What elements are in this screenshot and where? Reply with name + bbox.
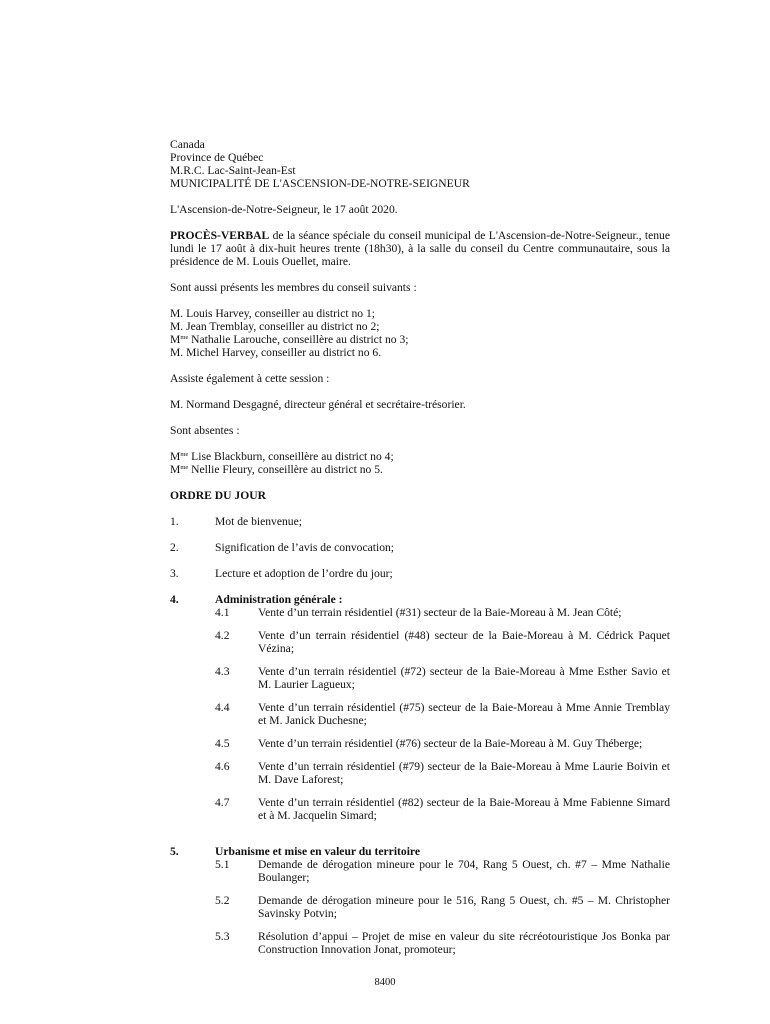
- agenda-subitem: 4.7 Vente d’un terrain résidentiel (#82) secteur de la Baie-Moreau à Mme Fabienne Simard et à M. Jacquelin Simard;: [215, 796, 670, 822]
- present-member: M. Michel Harvey, conseiller au district no 6.: [170, 346, 382, 359]
- proces-verbal-paragraph: [170, 229, 670, 268]
- agenda-item-number: 5.: [170, 845, 179, 858]
- agenda-subitem: 5.2 Demande de dérogation mineure pour le 516, Rang 5 Ouest, ch. #5 – M. Christopher Savinsky Potvin;: [215, 894, 670, 920]
- agenda-subitem: 4.2 Vente d’un terrain résidentiel (#48) secteur de la Baie-Moreau à M. Cédrick Paquet Vézina;: [215, 629, 670, 655]
- agenda-subitem: 4.3 Vente d’un terrain résidentiel (#72) secteur de la Baie-Moreau à Mme Esther Savio et M. Laurier Lagueux;: [215, 665, 670, 691]
- agenda-item-text: Mot de bienvenue;: [215, 515, 302, 528]
- letterhead: [170, 138, 670, 190]
- header-line: M.R.C. Lac-Saint-Jean-Est: [170, 164, 296, 177]
- header-line: MUNICIPALITÉ DE L'ASCENSION-DE-NOTRE-SEIGNEUR: [170, 177, 470, 190]
- agenda-list: [170, 515, 670, 956]
- present-member: $M^{me}$ Nathalie Larouche, conseillère au district no 3;: [170, 333, 409, 346]
- present-member: M. Jean Tremblay, conseiller au district no 2;: [170, 320, 380, 333]
- agenda-item-text: Lecture et adoption de l’ordre du jour;: [215, 567, 393, 580]
- agenda-subitems: [215, 858, 670, 956]
- absent-intro: Sont absentes :: [170, 424, 240, 437]
- agenda-item-number: 4.: [170, 593, 179, 606]
- assist-intro: Assiste également à cette session :: [170, 372, 330, 385]
- agenda-item-text: Signification de l’avis de convocation;: [215, 541, 395, 554]
- agenda-subitem: 4.1 Vente d’un terrain résidentiel (#31) secteur de la Baie-Moreau à M. Jean Côté;: [215, 606, 622, 619]
- agenda-subitem: 4.5 Vente d’un terrain résidentiel (#76) secteur de la Baie-Moreau à M. Guy Théberge;: [215, 737, 643, 750]
- present-member: M. Louis Harvey, conseiller au district no 1;: [170, 307, 376, 320]
- agenda-section-administration: [170, 593, 670, 822]
- page-number: 8400: [374, 977, 396, 988]
- agenda-subitems: [215, 606, 670, 822]
- proces-verbal-text: de la séance spéciale du conseil municipal de L'Ascension-de-Notre-Seigneur., tenue lundi le 17 août à dix-huit heures trente (18h30), à la salle du conseil du Centre communautaire, sous la présidence de M. Louis Ouellet, maire.: [170, 229, 670, 268]
- agenda-item-number: 1.: [170, 515, 179, 528]
- assist-member: M. Normand Desgagné, directeur général et secrétaire-trésorier.: [170, 398, 466, 411]
- agenda-item: [170, 567, 670, 580]
- agenda-title: ORDRE DU JOUR: [170, 489, 266, 502]
- agenda-subitem: 4.4 Vente d’un terrain résidentiel (#75) secteur de la Baie-Moreau à Mme Annie Tremblay et M. Janick Duchesne;: [215, 701, 670, 727]
- agenda-subitem: 4.6 Vente d’un terrain résidentiel (#79) secteur de la Baie-Moreau à Mme Laurie Boivin et M. Dave Laforest;: [215, 760, 670, 786]
- agenda-item-text: Administration générale :: [215, 593, 343, 606]
- agenda-section-urbanisme: [170, 845, 670, 956]
- agenda-item: [170, 515, 670, 528]
- agenda-item-number: 2.: [170, 541, 179, 554]
- agenda-item-text: Urbanisme et mise en valeur du territoire: [215, 845, 420, 858]
- header-line: Canada: [170, 138, 205, 151]
- present-intro: Sont aussi présents les membres du conseil suivants :: [170, 281, 417, 294]
- minutes-page: [170, 138, 670, 966]
- absent-member: $M^{me}$ Lise Blackburn, conseillère au district no 4;: [170, 450, 394, 463]
- agenda-item-number: 3.: [170, 567, 179, 580]
- proces-verbal-label: PROCÈS-VERBAL: [170, 229, 270, 242]
- agenda-item: [170, 541, 670, 554]
- absent-list: [170, 450, 670, 476]
- agenda-subitem: 5.3 Résolution d’appui – Projet de mise en valeur du site récréotouristique Jos Bonka par Construction Innovation Jonat, promoteur;: [215, 930, 670, 956]
- present-list: [170, 307, 670, 359]
- agenda-subitem: 5.1 Demande de dérogation mineure pour le 704, Rang 5 Ouest, ch. #7 – Mme Nathalie Boulanger;: [215, 858, 670, 884]
- absent-member: $M^{me}$ Nellie Fleury, conseillère au district no 5.: [170, 463, 383, 476]
- header-line: Province de Québec: [170, 151, 264, 164]
- date-line: L'Ascension-de-Notre-Seigneur, le 17 août 2020.: [170, 203, 398, 216]
